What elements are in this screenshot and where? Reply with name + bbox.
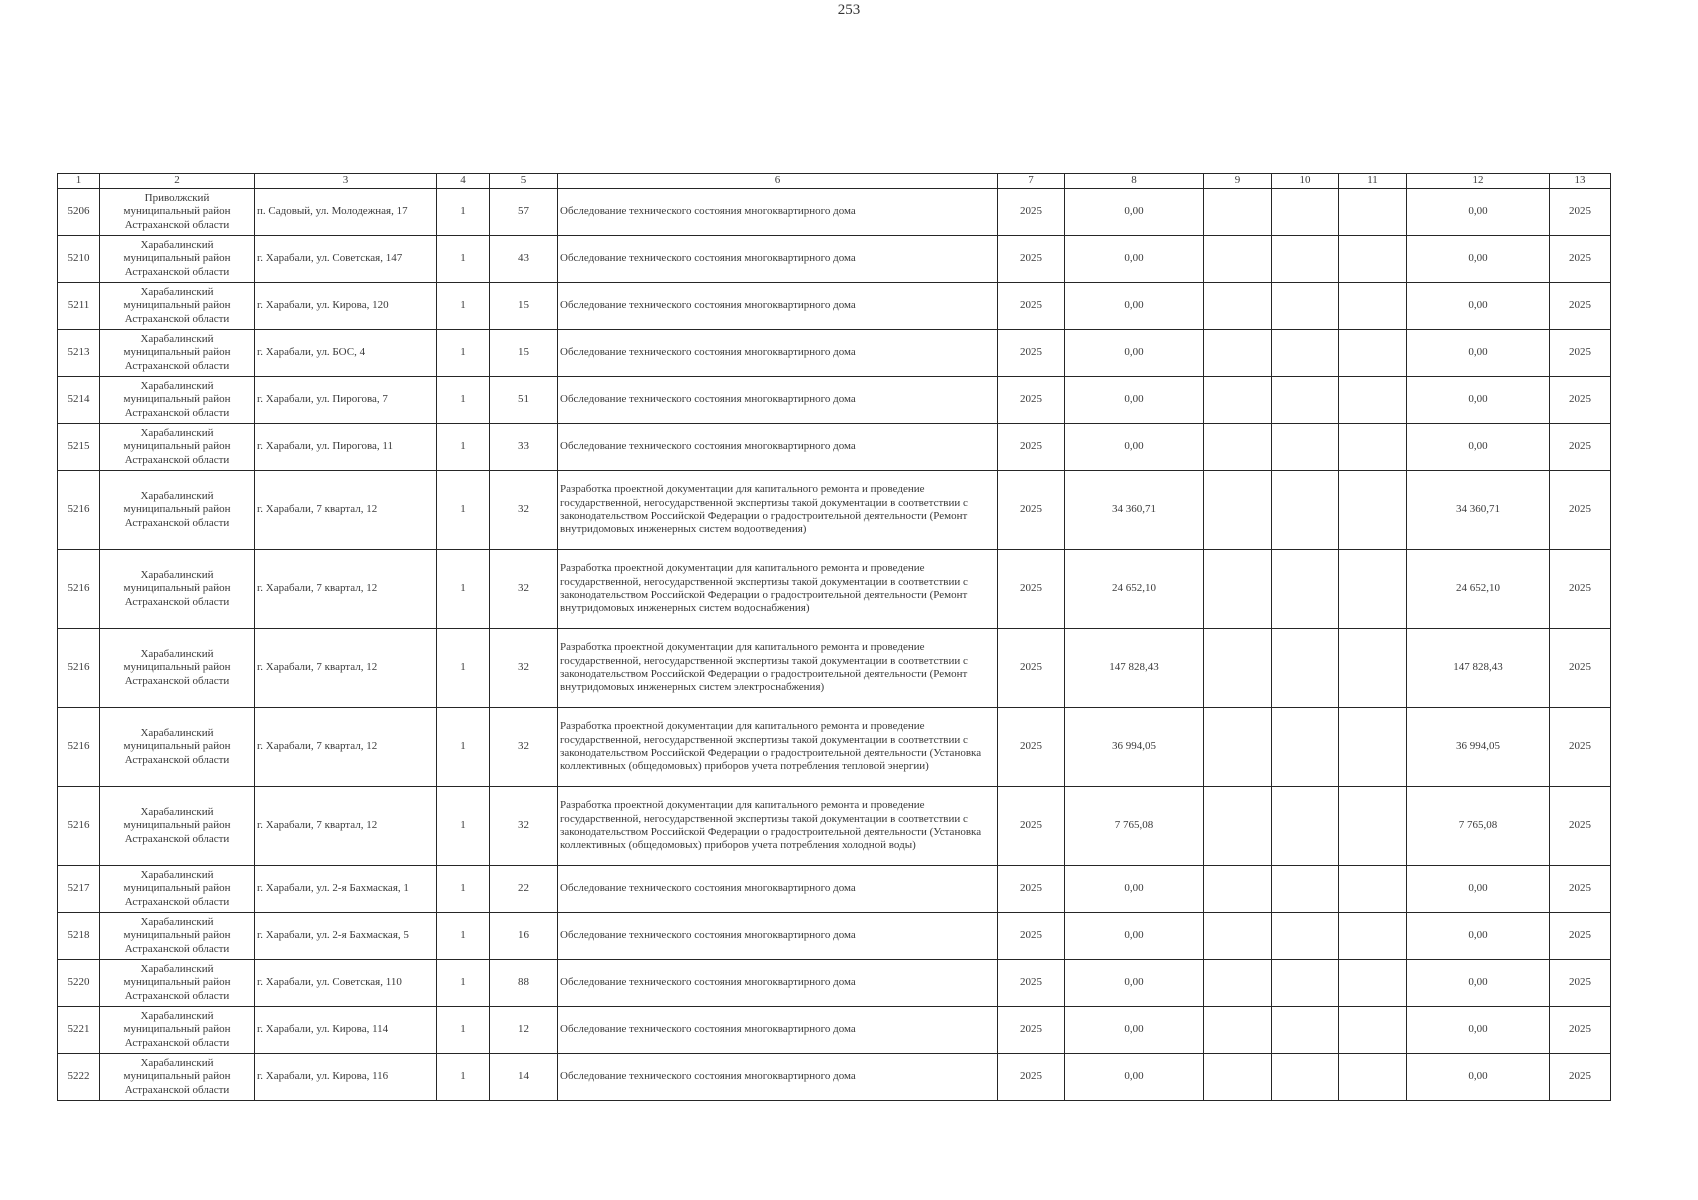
year-cell: 2025 [998,1054,1065,1101]
empty-cell [1204,787,1272,866]
district-cell: Харабалинский муниципальный район Астраханской области [100,236,255,283]
completion-year-cell: 2025 [1550,330,1611,377]
completion-year-cell: 2025 [1550,1054,1611,1101]
cost-cell: 0,00 [1065,1007,1204,1054]
row-id-cell: 5213 [58,330,100,377]
cost-cell: 7 765,08 [1065,787,1204,866]
district-cell: Харабалинский муниципальный район Астраханской области [100,913,255,960]
year-cell: 2025 [998,330,1065,377]
empty-cell [1272,550,1339,629]
apartments-count-cell: 57 [490,189,558,236]
empty-cell [1204,377,1272,424]
empty-cell [1204,236,1272,283]
table-row [58,866,1611,913]
address-cell: г. Харабали, ул. Пирогова, 7 [255,377,437,424]
total-cell: 0,00 [1407,1054,1550,1101]
empty-cell [1339,866,1407,913]
empty-cell [1339,913,1407,960]
cost-cell: 0,00 [1065,424,1204,471]
work-type-cell: Разработка проектной документации для капитального ремонта и проведение государственной, негосударственной экспертизы такой документации в соответствии с законодательством Российской Федерации о градостроительной деятельности (Ремонт внутридомовых инженерных систем водоснабжения) [558,550,998,629]
total-cell: 0,00 [1407,1007,1550,1054]
total-cell: 0,00 [1407,283,1550,330]
address-cell: г. Харабали, ул. БОС, 4 [255,330,437,377]
work-type-cell: Разработка проектной документации для капитального ремонта и проведение государственной, негосударственной экспертизы такой документации в соответствии с законодательством Российской Федерации о градостроительной деятельности (Ремонт внутридомовых инженерных систем электроснабжения) [558,629,998,708]
row-id-cell: 5218 [58,913,100,960]
work-type-cell: Обследование технического состояния многоквартирного дома [558,866,998,913]
address-cell: г. Харабали, ул. Кирова, 114 [255,1007,437,1054]
table-row [58,708,1611,787]
page-number: 253 [837,2,861,18]
column-header: 3 [255,174,437,189]
total-cell: 24 652,10 [1407,550,1550,629]
total-cell: 0,00 [1407,960,1550,1007]
address-cell: г. Харабали, 7 квартал, 12 [255,550,437,629]
row-id-cell: 5215 [58,424,100,471]
year-cell: 2025 [998,550,1065,629]
completion-year-cell: 2025 [1550,866,1611,913]
column-header: 9 [1204,174,1272,189]
empty-cell [1272,1054,1339,1101]
column-header: 5 [490,174,558,189]
completion-year-cell: 2025 [1550,377,1611,424]
work-type-cell: Разработка проектной документации для капитального ремонта и проведение государственной, негосударственной экспертизы такой документации в соответствии с законодательством Российской Федерации о градостроительной деятельности (Установка коллективных (общедомовых) приборов учета потребления тепловой энергии) [558,708,998,787]
work-type-cell: Обследование технического состояния многоквартирного дома [558,189,998,236]
completion-year-cell: 2025 [1550,629,1611,708]
empty-cell [1204,471,1272,550]
district-cell: Приволжский муниципальный район Астраханской области [100,189,255,236]
table-row [58,377,1611,424]
address-cell: г. Харабали, ул. Советская, 110 [255,960,437,1007]
table-row [58,471,1611,550]
row-id-cell: 5214 [58,377,100,424]
empty-cell [1204,960,1272,1007]
cost-cell: 0,00 [1065,189,1204,236]
empty-cell [1204,629,1272,708]
address-cell: г. Харабали, 7 квартал, 12 [255,708,437,787]
empty-cell [1339,787,1407,866]
district-cell: Харабалинский муниципальный район Астраханской области [100,283,255,330]
year-cell: 2025 [998,471,1065,550]
work-type-cell: Обследование технического состояния многоквартирного дома [558,377,998,424]
buildings-count-cell: 1 [437,708,490,787]
table-row [58,189,1611,236]
district-cell: Харабалинский муниципальный район Астраханской области [100,708,255,787]
buildings-count-cell: 1 [437,960,490,1007]
row-id-cell: 5216 [58,629,100,708]
cost-cell: 0,00 [1065,283,1204,330]
address-cell: п. Садовый, ул. Молодежная, 17 [255,189,437,236]
buildings-count-cell: 1 [437,866,490,913]
cost-cell: 0,00 [1065,377,1204,424]
total-cell: 34 360,71 [1407,471,1550,550]
empty-cell [1339,236,1407,283]
row-id-cell: 5217 [58,866,100,913]
apartments-count-cell: 88 [490,960,558,1007]
buildings-count-cell: 1 [437,424,490,471]
work-type-cell: Обследование технического состояния многоквартирного дома [558,236,998,283]
cost-cell: 0,00 [1065,330,1204,377]
row-id-cell: 5216 [58,787,100,866]
work-type-cell: Обследование технического состояния многоквартирного дома [558,330,998,377]
total-cell: 0,00 [1407,189,1550,236]
empty-cell [1204,1054,1272,1101]
work-type-cell: Обследование технического состояния многоквартирного дома [558,283,998,330]
cost-cell: 0,00 [1065,1054,1204,1101]
column-header: 8 [1065,174,1204,189]
cost-cell: 34 360,71 [1065,471,1204,550]
row-id-cell: 5216 [58,471,100,550]
district-cell: Харабалинский муниципальный район Астраханской области [100,377,255,424]
apartments-count-cell: 32 [490,471,558,550]
buildings-count-cell: 1 [437,471,490,550]
total-cell: 36 994,05 [1407,708,1550,787]
empty-cell [1339,1007,1407,1054]
address-cell: г. Харабали, ул. 2-я Бахмаская, 1 [255,866,437,913]
year-cell: 2025 [998,787,1065,866]
buildings-count-cell: 1 [437,787,490,866]
address-cell: г. Харабали, 7 квартал, 12 [255,787,437,866]
work-type-cell: Обследование технического состояния многоквартирного дома [558,1054,998,1101]
row-id-cell: 5211 [58,283,100,330]
empty-cell [1272,236,1339,283]
column-header: 4 [437,174,490,189]
empty-cell [1272,283,1339,330]
buildings-count-cell: 1 [437,283,490,330]
empty-cell [1272,189,1339,236]
cost-cell: 0,00 [1065,866,1204,913]
row-id-cell: 5216 [58,708,100,787]
buildings-count-cell: 1 [437,1007,490,1054]
empty-cell [1339,424,1407,471]
address-cell: г. Харабали, ул. 2-я Бахмаская, 5 [255,913,437,960]
total-cell: 7 765,08 [1407,787,1550,866]
year-cell: 2025 [998,236,1065,283]
column-number-row [58,174,1611,189]
apartments-count-cell: 14 [490,1054,558,1101]
year-cell: 2025 [998,708,1065,787]
table-row [58,330,1611,377]
apartments-count-cell: 15 [490,330,558,377]
empty-cell [1339,189,1407,236]
empty-cell [1272,424,1339,471]
empty-cell [1339,629,1407,708]
district-cell: Харабалинский муниципальный район Астраханской области [100,471,255,550]
buildings-count-cell: 1 [437,629,490,708]
empty-cell [1272,629,1339,708]
empty-cell [1272,866,1339,913]
year-cell: 2025 [998,377,1065,424]
year-cell: 2025 [998,913,1065,960]
work-type-cell: Обследование технического состояния многоквартирного дома [558,1007,998,1054]
table-row [58,1054,1611,1101]
completion-year-cell: 2025 [1550,1007,1611,1054]
row-id-cell: 5220 [58,960,100,1007]
cost-cell: 0,00 [1065,960,1204,1007]
empty-cell [1204,550,1272,629]
work-type-cell: Обследование технического состояния многоквартирного дома [558,913,998,960]
column-header: 12 [1407,174,1550,189]
apartments-count-cell: 33 [490,424,558,471]
cost-cell: 0,00 [1065,913,1204,960]
row-id-cell: 5206 [58,189,100,236]
total-cell: 147 828,43 [1407,629,1550,708]
apartments-count-cell: 43 [490,236,558,283]
buildings-count-cell: 1 [437,913,490,960]
district-cell: Харабалинский муниципальный район Астраханской области [100,424,255,471]
empty-cell [1272,960,1339,1007]
empty-cell [1339,330,1407,377]
column-header: 6 [558,174,998,189]
empty-cell [1204,424,1272,471]
district-cell: Харабалинский муниципальный район Астраханской области [100,787,255,866]
completion-year-cell: 2025 [1550,550,1611,629]
work-type-cell: Разработка проектной документации для капитального ремонта и проведение государственной, негосударственной экспертизы такой документации в соответствии с законодательством Российской Федерации о градостроительной деятельности (Установка коллективных (общедомовых) приборов учета потребления холодной воды) [558,787,998,866]
work-type-cell: Обследование технического состояния многоквартирного дома [558,960,998,1007]
total-cell: 0,00 [1407,236,1550,283]
address-cell: г. Харабали, 7 квартал, 12 [255,629,437,708]
apartments-count-cell: 16 [490,913,558,960]
work-type-cell: Обследование технического состояния многоквартирного дома [558,424,998,471]
empty-cell [1204,913,1272,960]
row-id-cell: 5216 [58,550,100,629]
district-cell: Харабалинский муниципальный район Астраханской области [100,550,255,629]
cost-cell: 24 652,10 [1065,550,1204,629]
buildings-count-cell: 1 [437,1054,490,1101]
total-cell: 0,00 [1407,377,1550,424]
district-cell: Харабалинский муниципальный район Астраханской области [100,629,255,708]
work-type-cell: Разработка проектной документации для капитального ремонта и проведение государственной, негосударственной экспертизы такой документации в соответствии с законодательством Российской Федерации о градостроительной деятельности (Ремонт внутридомовых инженерных систем водоотведения) [558,471,998,550]
apartments-count-cell: 22 [490,866,558,913]
buildings-count-cell: 1 [437,189,490,236]
table-body [58,189,1611,1101]
empty-cell [1339,377,1407,424]
year-cell: 2025 [998,866,1065,913]
district-cell: Харабалинский муниципальный район Астраханской области [100,960,255,1007]
apartments-count-cell: 32 [490,550,558,629]
district-cell: Харабалинский муниципальный район Астраханской области [100,866,255,913]
empty-cell [1272,377,1339,424]
completion-year-cell: 2025 [1550,236,1611,283]
table-row [58,629,1611,708]
empty-cell [1272,913,1339,960]
empty-cell [1204,283,1272,330]
completion-year-cell: 2025 [1550,424,1611,471]
buildings-count-cell: 1 [437,550,490,629]
buildings-count-cell: 1 [437,377,490,424]
table-row [58,550,1611,629]
empty-cell [1272,471,1339,550]
apartments-count-cell: 12 [490,1007,558,1054]
total-cell: 0,00 [1407,866,1550,913]
year-cell: 2025 [998,283,1065,330]
empty-cell [1204,1007,1272,1054]
total-cell: 0,00 [1407,913,1550,960]
district-cell: Харабалинский муниципальный район Астраханской области [100,330,255,377]
address-cell: г. Харабали, 7 квартал, 12 [255,471,437,550]
completion-year-cell: 2025 [1550,283,1611,330]
column-header: 13 [1550,174,1611,189]
column-header: 2 [100,174,255,189]
total-cell: 0,00 [1407,424,1550,471]
completion-year-cell: 2025 [1550,471,1611,550]
empty-cell [1339,960,1407,1007]
completion-year-cell: 2025 [1550,913,1611,960]
completion-year-cell: 2025 [1550,189,1611,236]
empty-cell [1339,1054,1407,1101]
table-row [58,283,1611,330]
table-row [58,1007,1611,1054]
table-row [58,424,1611,471]
empty-cell [1339,708,1407,787]
buildings-count-cell: 1 [437,236,490,283]
apartments-count-cell: 32 [490,787,558,866]
table-row [58,960,1611,1007]
completion-year-cell: 2025 [1550,787,1611,866]
empty-cell [1204,866,1272,913]
total-cell: 0,00 [1407,330,1550,377]
buildings-count-cell: 1 [437,330,490,377]
year-cell: 2025 [998,189,1065,236]
empty-cell [1339,471,1407,550]
year-cell: 2025 [998,1007,1065,1054]
year-cell: 2025 [998,960,1065,1007]
address-cell: г. Харабали, ул. Кирова, 116 [255,1054,437,1101]
address-cell: г. Харабали, ул. Советская, 147 [255,236,437,283]
empty-cell [1272,1007,1339,1054]
empty-cell [1272,708,1339,787]
cost-cell: 36 994,05 [1065,708,1204,787]
apartments-count-cell: 32 [490,629,558,708]
apartments-count-cell: 51 [490,377,558,424]
row-id-cell: 5221 [58,1007,100,1054]
empty-cell [1272,330,1339,377]
column-header: 1 [58,174,100,189]
column-header: 10 [1272,174,1339,189]
completion-year-cell: 2025 [1550,708,1611,787]
row-id-cell: 5222 [58,1054,100,1101]
table-row [58,787,1611,866]
apartments-count-cell: 32 [490,708,558,787]
table-row [58,913,1611,960]
empty-cell [1339,550,1407,629]
empty-cell [1339,283,1407,330]
year-cell: 2025 [998,629,1065,708]
address-cell: г. Харабали, ул. Кирова, 120 [255,283,437,330]
register-table [57,173,1611,1101]
empty-cell [1272,787,1339,866]
address-cell: г. Харабали, ул. Пирогова, 11 [255,424,437,471]
cost-cell: 0,00 [1065,236,1204,283]
cost-cell: 147 828,43 [1065,629,1204,708]
empty-cell [1204,330,1272,377]
column-header: 11 [1339,174,1407,189]
district-cell: Харабалинский муниципальный район Астраханской области [100,1054,255,1101]
table-row [58,236,1611,283]
year-cell: 2025 [998,424,1065,471]
column-header: 7 [998,174,1065,189]
empty-cell [1204,189,1272,236]
completion-year-cell: 2025 [1550,960,1611,1007]
empty-cell [1204,708,1272,787]
row-id-cell: 5210 [58,236,100,283]
district-cell: Харабалинский муниципальный район Астраханской области [100,1007,255,1054]
apartments-count-cell: 15 [490,283,558,330]
